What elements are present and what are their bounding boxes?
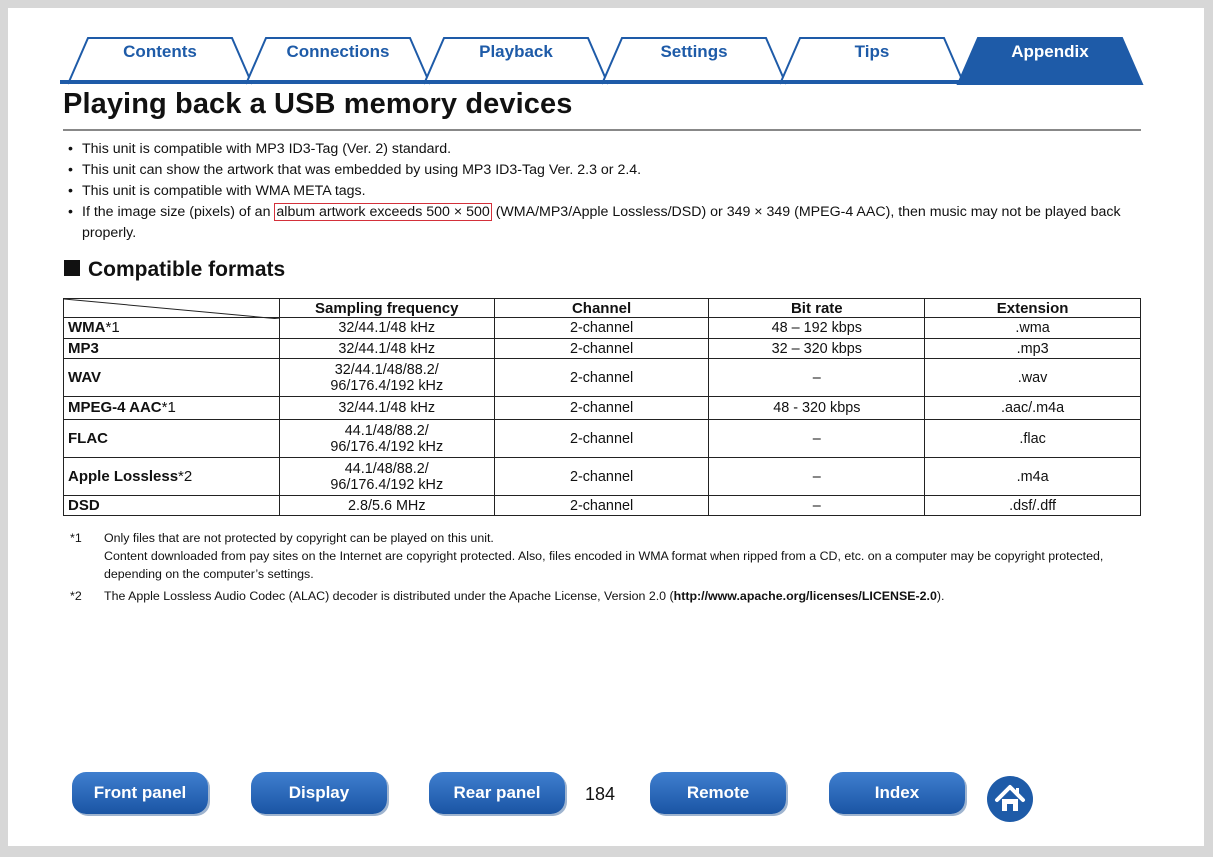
home-icon [987,776,1033,822]
channel-cell: 2-channel [494,339,709,359]
footnote-1 [70,529,1150,583]
section-heading [64,258,285,282]
tab-tips[interactable]: Tips [854,42,890,61]
square-bullet-icon [64,260,80,276]
license-link[interactable]: http://www.apache.org/licenses/LICENSE-2.0 [673,589,937,603]
remote-button[interactable]: Remote [650,772,786,814]
tab-connections[interactable]: Connections [286,42,390,61]
bullet-text-2: This unit can show the artwork that was embedded by using MP3 ID3-Tag Ver. 2.3 or 2.4. [82,162,642,178]
header-bitrate: Bit rate [709,299,925,318]
sampling-line-2: 96/176.4/192 kHz [330,438,444,455]
extension-cell: .aac/.m4a [925,397,1141,420]
footnote-2-text: The Apple Lossless Audio Codec (ALAC) decoder is distributed under the Apache License, Version 2.0 ( [104,589,674,603]
footnote-mark: *1 [105,319,120,336]
sampling-cell [279,458,494,496]
table-header-row [64,299,1141,318]
sampling-cell: 32/44.1/48 kHz [279,339,494,359]
format-cell [64,496,280,516]
extension-cell: .mp3 [925,339,1141,359]
tab-settings[interactable]: Settings [660,42,728,61]
sampling-line-1: 44.1/48/88.2/ [344,460,429,477]
format-cell [64,318,280,339]
front-panel-button[interactable]: Front panel [72,772,208,814]
sampling-cell: 32/44.1/48 kHz [279,318,494,339]
bitrate-cell: 48 - 320 kbps [709,397,925,420]
sampling-line-2: 96/176.4/192 kHz [330,476,444,493]
format-name: MP3 [68,339,99,357]
bullet-text-1: This unit is compatible with MP3 ID3-Tag (Ver. 2) standard. [82,141,452,157]
index-button[interactable]: Index [829,772,965,814]
extension-cell: .dsf/.dff [925,496,1141,516]
channel-cell: 2-channel [494,359,709,397]
table-row [64,420,1141,458]
page-number: 184 [585,784,616,804]
sampling-line-2: 96/176.4/192 kHz [330,377,444,394]
sampling-line-1: 44.1/48/88.2/ [344,422,429,439]
footnote-mark: *2 [178,467,193,485]
header-sampling: Sampling frequency [279,299,494,318]
page-title: Playing back a USB memory devices [63,88,573,120]
tab-bar [60,34,1146,86]
format-cell [64,458,280,496]
sampling-line-1: 32/44.1/48/88.2/ [334,361,439,378]
display-button[interactable]: Display [251,772,387,814]
table-row [64,458,1141,496]
sampling-cell: 2.8/5.6 MHz [279,496,494,516]
bullet-text-4-pre: If the image size (pixels) of an [82,204,275,220]
bitrate-cell: – [709,458,925,496]
footnote-mark: *1 [70,531,82,545]
footnote-2-end: ). [936,589,945,603]
bitrate-cell: – [709,420,925,458]
list-item [66,160,1146,181]
format-cell [64,397,280,420]
rear-panel-button[interactable]: Rear panel [429,772,565,814]
home-button[interactable] [987,776,1033,822]
list-item [66,139,1146,160]
compatible-formats-table [63,298,1141,516]
tab-underline [60,80,1141,84]
header-corner-cell [64,299,280,318]
bitrate-cell: 48 – 192 kbps [709,318,925,339]
extension-cell: .wma [925,318,1141,339]
sampling-cell [279,420,494,458]
extension-cell: .flac [925,420,1141,458]
format-name: MPEG-4 AAC [68,399,162,416]
format-name: WMA [68,319,106,336]
channel-cell: 2-channel [494,496,709,516]
channel-cell: 2-channel [494,397,709,420]
bitrate-cell: – [709,359,925,397]
tab-contents[interactable]: Contents [123,42,197,61]
section-title: Compatible formats [88,258,286,281]
bitrate-cell: 32 – 320 kbps [709,339,925,359]
format-cell [64,339,280,359]
bullet-text-4-post: (WMA/MP3/Apple Lossless/DSD) or 349 × 349 (MPEG-4 AAC), then music may not be played back properly. [82,204,1121,241]
table-row [64,318,1141,339]
footnote-1-line-2: Content downloaded from pay sites on the Internet are copyright protected. Also, files encoded in WMA format when ripped from a CD, etc. on a computer may be copyright protected, depending on the computer’s settings. [104,549,1104,581]
title-divider [63,129,1141,131]
bitrate-cell: – [709,496,925,516]
extension-cell: .wav [925,359,1141,397]
format-name: FLAC [68,429,108,447]
table-row [64,359,1141,397]
list-item [66,202,1146,244]
format-cell [64,359,280,397]
table-row [64,339,1141,359]
header-channel: Channel [494,299,709,318]
format-name: DSD [68,496,100,514]
table-row [64,397,1141,420]
extension-cell: .m4a [925,458,1141,496]
diagonal-line [64,299,280,319]
format-name: WAV [68,368,102,386]
footnote-2 [70,587,1150,605]
footnote-1-line-1: Only files that are not protected by copyright can be played on this unit. [104,531,494,545]
sampling-cell [279,359,494,397]
channel-cell: 2-channel [494,420,709,458]
format-name: Apple Lossless [68,467,179,485]
channel-cell: 2-channel [494,318,709,339]
footnotes [70,529,1150,609]
tab-appendix[interactable]: Appendix [1011,42,1089,61]
sampling-cell: 32/44.1/48 kHz [279,397,494,420]
table-row [64,496,1141,516]
footnote-mark: *2 [70,589,82,603]
bullet-text-3: This unit is compatible with WMA META tags. [82,183,366,199]
tab-playback[interactable]: Playback [479,42,553,61]
highlighted-text: album artwork exceeds 500 × 500 [276,204,490,220]
footnote-mark: *1 [161,399,176,416]
header-extension: Extension [925,299,1141,318]
format-cell [64,420,280,458]
list-item [66,181,1146,202]
channel-cell: 2-channel [494,458,709,496]
notes-list [66,139,1146,244]
